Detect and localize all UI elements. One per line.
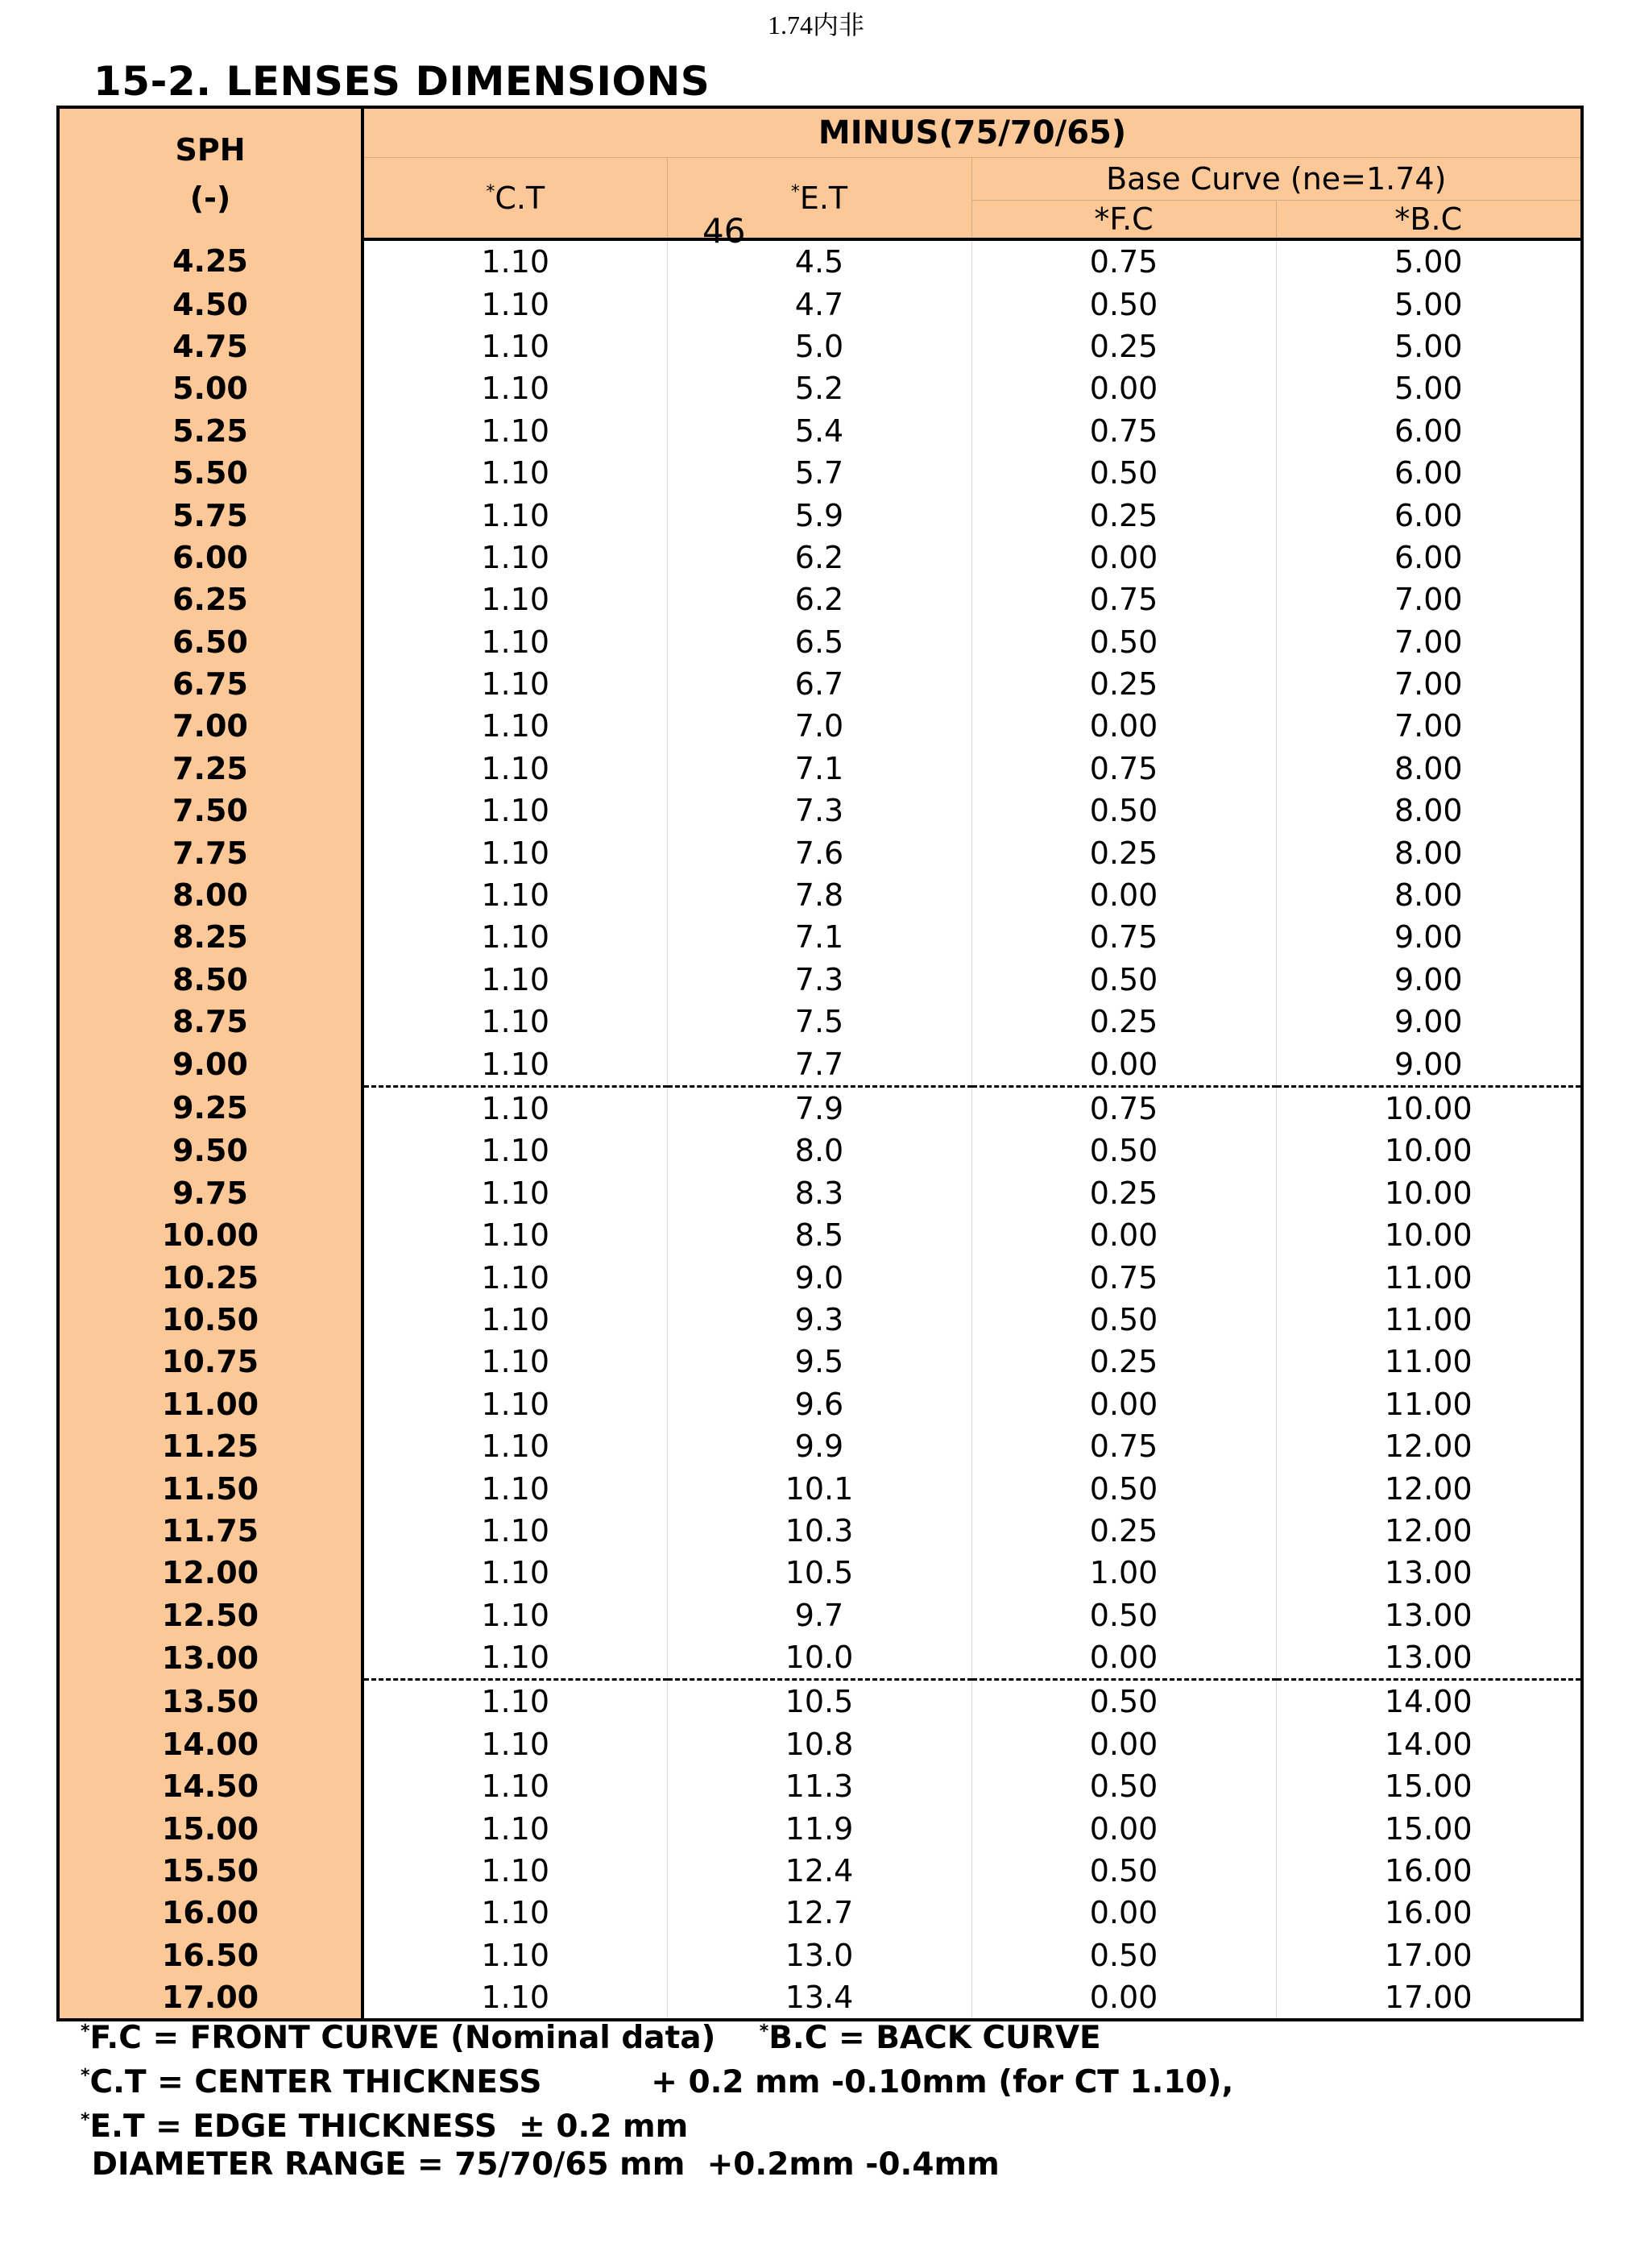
bc-cell: 9.00 xyxy=(1394,961,1463,997)
ct-cell: 1.10 xyxy=(362,537,667,578)
bc-cell: 7.00 xyxy=(1394,708,1463,744)
sph-cell: 6.25 xyxy=(58,578,362,620)
table-row xyxy=(58,1130,1582,1171)
sph-cell: 10.50 xyxy=(58,1299,362,1341)
table-row xyxy=(58,663,1582,705)
sph-cell: 14.50 xyxy=(58,1765,362,1807)
ct-header xyxy=(362,158,667,240)
table-row xyxy=(58,1467,1582,1509)
footnote-diameter-line xyxy=(81,2142,1233,2187)
et-cell: 10.1 xyxy=(667,1467,971,1509)
fc-cell: 0.25 xyxy=(971,1510,1276,1552)
ct-cell: 1.10 xyxy=(362,663,667,705)
sph-cell: 9.25 xyxy=(58,1086,362,1130)
sph-cell: 10.75 xyxy=(58,1341,362,1383)
sph-cell: 7.75 xyxy=(58,831,362,873)
table-header xyxy=(58,107,1582,239)
table-row xyxy=(58,831,1582,873)
bc-cell: 11.00 xyxy=(1384,1259,1473,1296)
sph-cell: 6.50 xyxy=(58,621,362,663)
fc-cell: 0.75 xyxy=(971,748,1276,790)
fc-cell: 0.50 xyxy=(971,283,1276,325)
et-cell: 7.6 xyxy=(667,831,971,873)
fc-cell: 0.50 xyxy=(971,1594,1276,1636)
et-cell: 7.5 xyxy=(667,1001,971,1043)
bc-cell: 15.00 xyxy=(1384,1768,1473,1805)
fc-cell: 0.75 xyxy=(971,1086,1276,1130)
sph-header-label: SPH xyxy=(175,132,246,168)
ct-cell: 1.10 xyxy=(362,1086,667,1130)
ct-cell: 1.10 xyxy=(362,1467,667,1509)
et-cell: 8.3 xyxy=(667,1172,971,1214)
ct-cell: 1.10 xyxy=(362,494,667,536)
ct-cell: 1.10 xyxy=(362,1001,667,1043)
fc-cell: 0.25 xyxy=(971,1172,1276,1214)
lens-dimensions-table xyxy=(56,106,1584,2021)
sph-cell: 17.00 xyxy=(58,1976,362,2020)
table-row xyxy=(58,916,1582,958)
footnote-ct-line xyxy=(81,2054,1233,2098)
et-cell: 9.3 xyxy=(667,1299,971,1341)
table-row xyxy=(58,1850,1582,1892)
ct-asterisk: * xyxy=(486,181,495,202)
base-curve-header: Base Curve (ne=1.74) xyxy=(971,158,1582,201)
et-cell: 10.3 xyxy=(667,1510,971,1552)
table-row xyxy=(58,1636,1582,1680)
table-row xyxy=(58,1934,1582,1976)
sph-cell: 12.00 xyxy=(58,1552,362,1594)
bc-cell: 12.00 xyxy=(1384,1512,1473,1549)
bc-cell: 5.00 xyxy=(1394,371,1463,407)
ct-cell: 1.10 xyxy=(362,410,667,452)
ct-cell: 1.10 xyxy=(362,1552,667,1594)
et-cell: 7.8 xyxy=(667,874,971,916)
fc-cell: 0.00 xyxy=(971,1807,1276,1849)
ct-cell: 1.10 xyxy=(362,1383,667,1425)
bc-cell: 6.00 xyxy=(1394,413,1463,449)
table-row xyxy=(58,239,1582,283)
bc-cell: 11.00 xyxy=(1384,1301,1473,1337)
bc-cell: 13.00 xyxy=(1384,1597,1473,1633)
ct-cell: 1.10 xyxy=(362,831,667,873)
et-cell: 8.0 xyxy=(667,1130,971,1171)
et-cell: 7.3 xyxy=(667,790,971,831)
ct-cell: 1.10 xyxy=(362,621,667,663)
table-row xyxy=(58,410,1582,452)
sph-cell: 7.00 xyxy=(58,705,362,747)
ct-cell: 1.10 xyxy=(362,367,667,409)
bc-cell: 13.00 xyxy=(1384,1555,1473,1591)
sph-cell: 11.25 xyxy=(58,1425,362,1467)
sph-cell: 12.50 xyxy=(58,1594,362,1636)
table-row xyxy=(58,1807,1582,1849)
table-row xyxy=(58,1001,1582,1043)
table-row xyxy=(58,621,1582,663)
ct-cell: 1.10 xyxy=(362,1976,667,2020)
ct-header-label: C.T xyxy=(495,180,545,216)
et-cell: 12.7 xyxy=(667,1892,971,1934)
ct-cell: 1.10 xyxy=(362,1425,667,1467)
et-cell: 7.1 xyxy=(667,916,971,958)
footnotes xyxy=(81,2009,1233,2187)
footnote-diameter: DIAMETER RANGE = 75/70/65 mm +0.2mm -0.4mm xyxy=(91,2146,1000,2183)
fc-cell: 0.75 xyxy=(971,1256,1276,1298)
fc-note-asterisk: * xyxy=(81,2021,90,2042)
bc-cell: 6.00 xyxy=(1394,497,1463,533)
ct-cell: 1.10 xyxy=(362,1043,667,1086)
bc-cell: 14.00 xyxy=(1276,1680,1582,1723)
sph-cell: 6.75 xyxy=(58,663,362,705)
fc-cell: 0.00 xyxy=(971,1892,1276,1934)
sph-cell: 13.50 xyxy=(58,1680,362,1723)
table-row xyxy=(58,1680,1582,1723)
et-cell: 7.1 xyxy=(667,748,971,790)
fc-cell: 0.50 xyxy=(971,1850,1276,1892)
sph-cell: 5.00 xyxy=(58,367,362,409)
et-cell: 6.5 xyxy=(667,621,971,663)
table-row xyxy=(58,537,1582,578)
fc-cell: 1.00 xyxy=(971,1552,1276,1594)
et-cell: 4.5 xyxy=(667,239,971,283)
table-body xyxy=(58,239,1582,2020)
table-row xyxy=(58,494,1582,536)
bc-cell: 11.00 xyxy=(1384,1386,1473,1422)
ct-note-asterisk: * xyxy=(81,2066,90,2086)
fc-cell: 0.50 xyxy=(971,1130,1276,1171)
table-row xyxy=(58,367,1582,409)
sph-cell: 9.00 xyxy=(58,1043,362,1086)
footnote-fc-bc xyxy=(81,2009,1233,2054)
minus-group-header: MINUS(75/70/65) xyxy=(362,107,1582,158)
fc-cell: 0.50 xyxy=(971,790,1276,831)
ct-cell: 1.10 xyxy=(362,790,667,831)
ct-cell: 1.10 xyxy=(362,1594,667,1636)
et-cell: 7.7 xyxy=(667,1043,971,1086)
fc-cell: 0.00 xyxy=(971,537,1276,578)
ct-cell: 1.10 xyxy=(362,1892,667,1934)
ct-cell: 1.10 xyxy=(362,705,667,747)
fc-cell: 0.75 xyxy=(971,916,1276,958)
fc-cell: 0.25 xyxy=(971,663,1276,705)
et-cell: 5.2 xyxy=(667,367,971,409)
bc-cell: 10.00 xyxy=(1384,1175,1473,1211)
fc-cell: 0.50 xyxy=(971,1299,1276,1341)
bc-header: *B.C xyxy=(1276,201,1582,240)
ct-cell: 1.10 xyxy=(362,283,667,325)
bc-cell: 7.00 xyxy=(1394,666,1463,703)
table-row xyxy=(58,1256,1582,1298)
table-row xyxy=(58,1341,1582,1383)
et-cell: 13.4 xyxy=(667,1976,971,2020)
fc-cell: 0.75 xyxy=(971,578,1276,620)
document-header: 1.74内非 xyxy=(767,10,864,39)
et-cell: 11.3 xyxy=(667,1765,971,1807)
ct-cell: 1.10 xyxy=(362,325,667,367)
ct-cell: 1.10 xyxy=(362,452,667,494)
footnote-ct: C.T = CENTER THICKNESS + 0.2 mm -0.10mm (for CT 1.10), xyxy=(89,2064,1234,2100)
fc-cell: 0.50 xyxy=(971,959,1276,1001)
fc-cell: 0.75 xyxy=(971,239,1276,283)
sph-cell: 16.50 xyxy=(58,1934,362,1976)
table-row xyxy=(58,959,1582,1001)
footnote-fc: F.C = FRONT CURVE (Nominal data) xyxy=(89,2020,716,2056)
et-cell: 6.2 xyxy=(667,537,971,578)
fc-cell: 0.50 xyxy=(971,1680,1276,1723)
ct-cell: 1.10 xyxy=(362,1130,667,1171)
fc-cell: 0.25 xyxy=(971,1341,1276,1383)
bc-cell: 17.00 xyxy=(1384,1937,1473,1973)
sph-cell: 8.50 xyxy=(58,959,362,1001)
et-cell: 10.5 xyxy=(667,1552,971,1594)
ct-cell: 1.10 xyxy=(362,959,667,1001)
et-cell: 4.7 xyxy=(667,283,971,325)
sph-cell: 8.25 xyxy=(58,916,362,958)
sph-cell: 11.50 xyxy=(58,1467,362,1509)
fc-cell: 0.50 xyxy=(971,452,1276,494)
et-cell: 5.4 xyxy=(667,410,971,452)
bc-cell: 9.00 xyxy=(1394,919,1463,956)
page-number: 46 xyxy=(702,211,746,251)
bc-cell: 8.00 xyxy=(1394,750,1463,786)
sph-cell: 9.75 xyxy=(58,1172,362,1214)
et-note-asterisk: * xyxy=(81,2110,90,2130)
sph-cell: 13.00 xyxy=(58,1636,362,1680)
fc-cell: 0.00 xyxy=(971,1976,1276,2020)
fc-cell: 0.00 xyxy=(971,874,1276,916)
bc-cell: 15.00 xyxy=(1384,1810,1473,1847)
ct-cell: 1.10 xyxy=(362,1636,667,1680)
ct-cell: 1.10 xyxy=(362,916,667,958)
fc-cell: 0.25 xyxy=(971,325,1276,367)
table-row xyxy=(58,452,1582,494)
table-row xyxy=(58,1425,1582,1467)
ct-cell: 1.10 xyxy=(362,1765,667,1807)
bc-cell: 9.00 xyxy=(1394,1004,1463,1040)
et-cell: 8.5 xyxy=(667,1214,971,1256)
et-cell: 7.3 xyxy=(667,959,971,1001)
table-row xyxy=(58,1594,1582,1636)
et-cell: 6.7 xyxy=(667,663,971,705)
ct-cell: 1.10 xyxy=(362,1680,667,1723)
fc-cell: 0.00 xyxy=(971,1383,1276,1425)
footnote-bc: B.C = BACK CURVE xyxy=(768,2020,1101,2056)
ct-cell: 1.10 xyxy=(362,1172,667,1214)
bc-cell: 5.00 xyxy=(1394,328,1463,364)
ct-cell: 1.10 xyxy=(362,1299,667,1341)
et-cell: 12.4 xyxy=(667,1850,971,1892)
page-title: 15-2. LENSES DIMENSIONS xyxy=(93,58,710,105)
bc-cell: 16.00 xyxy=(1384,1853,1473,1889)
fc-header: *F.C xyxy=(971,201,1276,240)
bc-cell: 8.00 xyxy=(1394,877,1463,914)
et-asterisk: * xyxy=(790,181,800,202)
fc-cell: 0.50 xyxy=(971,621,1276,663)
bc-cell: 11.00 xyxy=(1384,1344,1473,1380)
ct-cell: 1.10 xyxy=(362,1256,667,1298)
table-row xyxy=(58,1086,1582,1130)
sph-cell: 5.25 xyxy=(58,410,362,452)
et-cell: 5.0 xyxy=(667,325,971,367)
sph-cell: 9.50 xyxy=(58,1130,362,1171)
ct-cell: 1.10 xyxy=(362,874,667,916)
ct-cell: 1.10 xyxy=(362,1341,667,1383)
lens-dimensions-table-wrapper xyxy=(56,106,1580,2021)
table-row xyxy=(58,578,1582,620)
bc-cell: 8.00 xyxy=(1394,835,1463,871)
table-row xyxy=(58,1172,1582,1214)
table-row xyxy=(58,1043,1582,1086)
sph-header-sign: (-) xyxy=(189,180,231,216)
footnote-et-line xyxy=(81,2098,1233,2145)
sph-cell: 4.25 xyxy=(58,239,362,283)
et-cell: 9.7 xyxy=(667,1594,971,1636)
ct-cell: 1.10 xyxy=(362,239,667,283)
bc-cell: 14.00 xyxy=(1384,1726,1473,1762)
bc-cell: 6.00 xyxy=(1394,455,1463,491)
ct-cell: 1.10 xyxy=(362,578,667,620)
et-cell: 10.5 xyxy=(667,1680,971,1723)
sph-cell: 14.00 xyxy=(58,1723,362,1765)
fc-cell: 0.50 xyxy=(971,1934,1276,1976)
sph-cell: 4.75 xyxy=(58,325,362,367)
fc-cell: 0.25 xyxy=(971,831,1276,873)
fc-cell: 0.50 xyxy=(971,1765,1276,1807)
table-row xyxy=(58,748,1582,790)
fc-cell: 0.75 xyxy=(971,1425,1276,1467)
table-row xyxy=(58,325,1582,367)
sph-cell: 11.00 xyxy=(58,1383,362,1425)
bc-cell: 6.00 xyxy=(1394,539,1463,575)
table-row xyxy=(58,1214,1582,1256)
fc-cell: 0.50 xyxy=(971,1467,1276,1509)
sph-cell: 8.00 xyxy=(58,874,362,916)
et-cell: 9.5 xyxy=(667,1341,971,1383)
et-cell: 5.7 xyxy=(667,452,971,494)
et-cell: 5.9 xyxy=(667,494,971,536)
fc-cell: 0.00 xyxy=(971,367,1276,409)
table-row xyxy=(58,1383,1582,1425)
sph-cell: 7.50 xyxy=(58,790,362,831)
footnote-et: E.T = EDGE THICKNESS ± 0.2 mm xyxy=(89,2108,689,2145)
sph-cell: 6.00 xyxy=(58,537,362,578)
sph-cell: 16.00 xyxy=(58,1892,362,1934)
bc-cell: 17.00 xyxy=(1384,1980,1473,2016)
table-row xyxy=(58,1765,1582,1807)
sph-cell: 15.00 xyxy=(58,1807,362,1849)
table-row xyxy=(58,705,1582,747)
sph-cell: 15.50 xyxy=(58,1850,362,1892)
table-row xyxy=(58,1552,1582,1594)
et-cell: 9.6 xyxy=(667,1383,971,1425)
ct-cell: 1.10 xyxy=(362,1807,667,1849)
table-row xyxy=(58,790,1582,831)
bc-cell: 5.00 xyxy=(1394,286,1463,322)
fc-cell: 0.00 xyxy=(971,1723,1276,1765)
fc-cell: 0.00 xyxy=(971,1636,1276,1680)
table-row xyxy=(58,1510,1582,1552)
bc-cell: 13.00 xyxy=(1384,1640,1473,1676)
et-header-label: E.T xyxy=(799,180,848,216)
bc-note-asterisk: * xyxy=(759,2021,769,2042)
bc-cell: 10.00 xyxy=(1384,1133,1473,1169)
et-cell: 6.2 xyxy=(667,578,971,620)
ct-cell: 1.10 xyxy=(362,1214,667,1256)
et-cell: 13.0 xyxy=(667,1934,971,1976)
bc-cell: 8.00 xyxy=(1394,793,1463,829)
table-row xyxy=(58,1299,1582,1341)
fc-cell: 0.00 xyxy=(971,1043,1276,1086)
bc-cell: 7.00 xyxy=(1394,624,1463,660)
fc-cell: 0.00 xyxy=(971,1214,1276,1256)
sph-header xyxy=(58,107,362,239)
sph-cell: 5.50 xyxy=(58,452,362,494)
ct-cell: 1.10 xyxy=(362,748,667,790)
sph-cell: 11.75 xyxy=(58,1510,362,1552)
sph-cell: 4.50 xyxy=(58,283,362,325)
et-cell: 7.9 xyxy=(667,1086,971,1130)
table-row xyxy=(58,1892,1582,1934)
et-cell: 9.9 xyxy=(667,1425,971,1467)
fc-cell: 0.00 xyxy=(971,705,1276,747)
bc-cell: 5.00 xyxy=(1394,244,1463,280)
bc-cell: 12.00 xyxy=(1384,1428,1473,1465)
table-row xyxy=(58,874,1582,916)
bc-cell: 10.00 xyxy=(1276,1086,1582,1130)
sph-cell: 5.75 xyxy=(58,494,362,536)
ct-cell: 1.10 xyxy=(362,1934,667,1976)
et-cell: 10.0 xyxy=(667,1636,971,1680)
et-cell: 10.8 xyxy=(667,1723,971,1765)
table-row xyxy=(58,283,1582,325)
fc-cell: 0.25 xyxy=(971,1001,1276,1043)
bc-cell: 12.00 xyxy=(1384,1470,1473,1507)
et-cell: 7.0 xyxy=(667,705,971,747)
sph-cell: 10.25 xyxy=(58,1256,362,1298)
bc-cell: 9.00 xyxy=(1394,1046,1463,1082)
bc-cell: 7.00 xyxy=(1394,582,1463,618)
sph-cell: 8.75 xyxy=(58,1001,362,1043)
sph-cell: 10.00 xyxy=(58,1214,362,1256)
sph-cell: 7.25 xyxy=(58,748,362,790)
fc-cell: 0.75 xyxy=(971,410,1276,452)
bc-cell: 10.00 xyxy=(1384,1217,1473,1254)
fc-cell: 0.25 xyxy=(971,494,1276,536)
table-row xyxy=(58,1723,1582,1765)
ct-cell: 1.10 xyxy=(362,1723,667,1765)
ct-cell: 1.10 xyxy=(362,1850,667,1892)
et-cell: 11.9 xyxy=(667,1807,971,1849)
et-cell: 9.0 xyxy=(667,1256,971,1298)
ct-cell: 1.10 xyxy=(362,1510,667,1552)
bc-cell: 16.00 xyxy=(1384,1895,1473,1931)
